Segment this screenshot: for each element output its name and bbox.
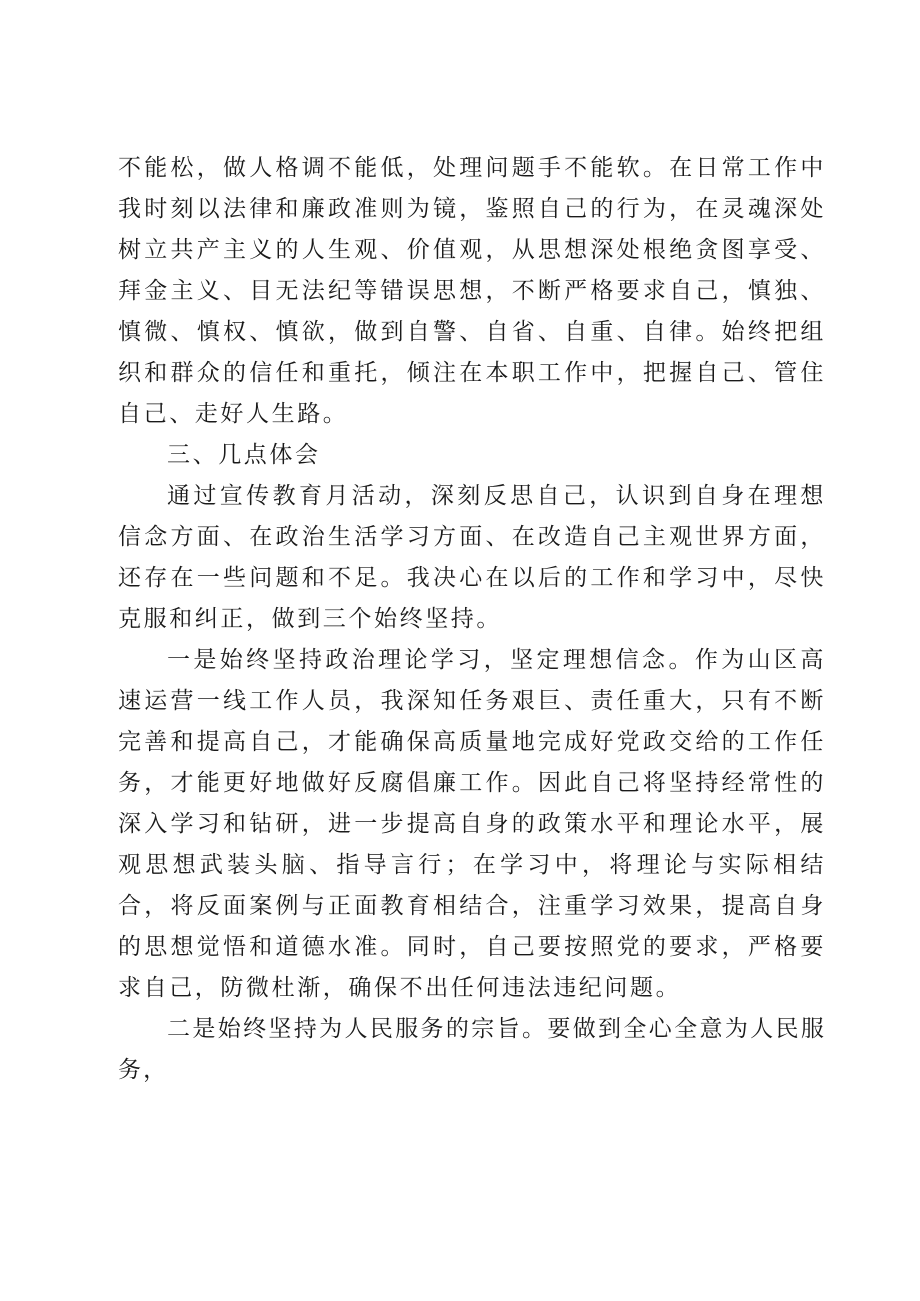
paragraph-reflection: 通过宣传教育月活动，深刻反思自己，认识到自身在理想信念方面、在政治生活学习方面、在改造自己主观世界方面，还存在一些问题和不足。我决心在以后的工作和学习中，尽快克服和纠正，做到三个始终坚持。 — [118, 483, 826, 632]
section-heading-3: 三、几点体会 — [167, 442, 321, 468]
paragraph-point-2: 二是始终坚持为人民服务的宗旨。要做到全心全意为人民服务， — [118, 1016, 826, 1083]
paragraph-continuation: 不能松，做人格调不能低，处理问题手不能软。在日常工作中我时刻以法律和廉政准则为镜，鉴照自己的行为，在灵魂深处树立共产主义的人生观、价值观，从思想深处根绝贪图享受、拜金主义、目无法纪等错误思想，不断严格要求自己，慎独、慎微、慎权、慎欲，做到自警、自省、自重、自律。始终把组织和群众的信任和重托，倾注在本职工作中，把握自己、管住自己、走好人生路。 — [118, 155, 826, 427]
document-body — [118, 148, 826, 1091]
paragraph-point-1: 一是始终坚持政治理论学习，坚定理想信念。作为山区高速运营一线工作人员，我深知任务艰巨、责任重大，只有不断完善和提高自己，才能确保高质量地完成好党政交给的工作任务，才能更好地做好反腐倡廉工作。因此自己将坚持经常性的深入学习和钻研，进一步提高自身的政策水平和理论水平，展观思想武装头脑、指导言行；在学习中，将理论与实际相结合，将反面案例与正面教育相结合，注重学习效果，提高自身的思想觉悟和道德水准。同时，自己要按照党的要求，严格要求自己，防微杜渐，确保不出任何违法违纪问题。 — [118, 647, 826, 1001]
